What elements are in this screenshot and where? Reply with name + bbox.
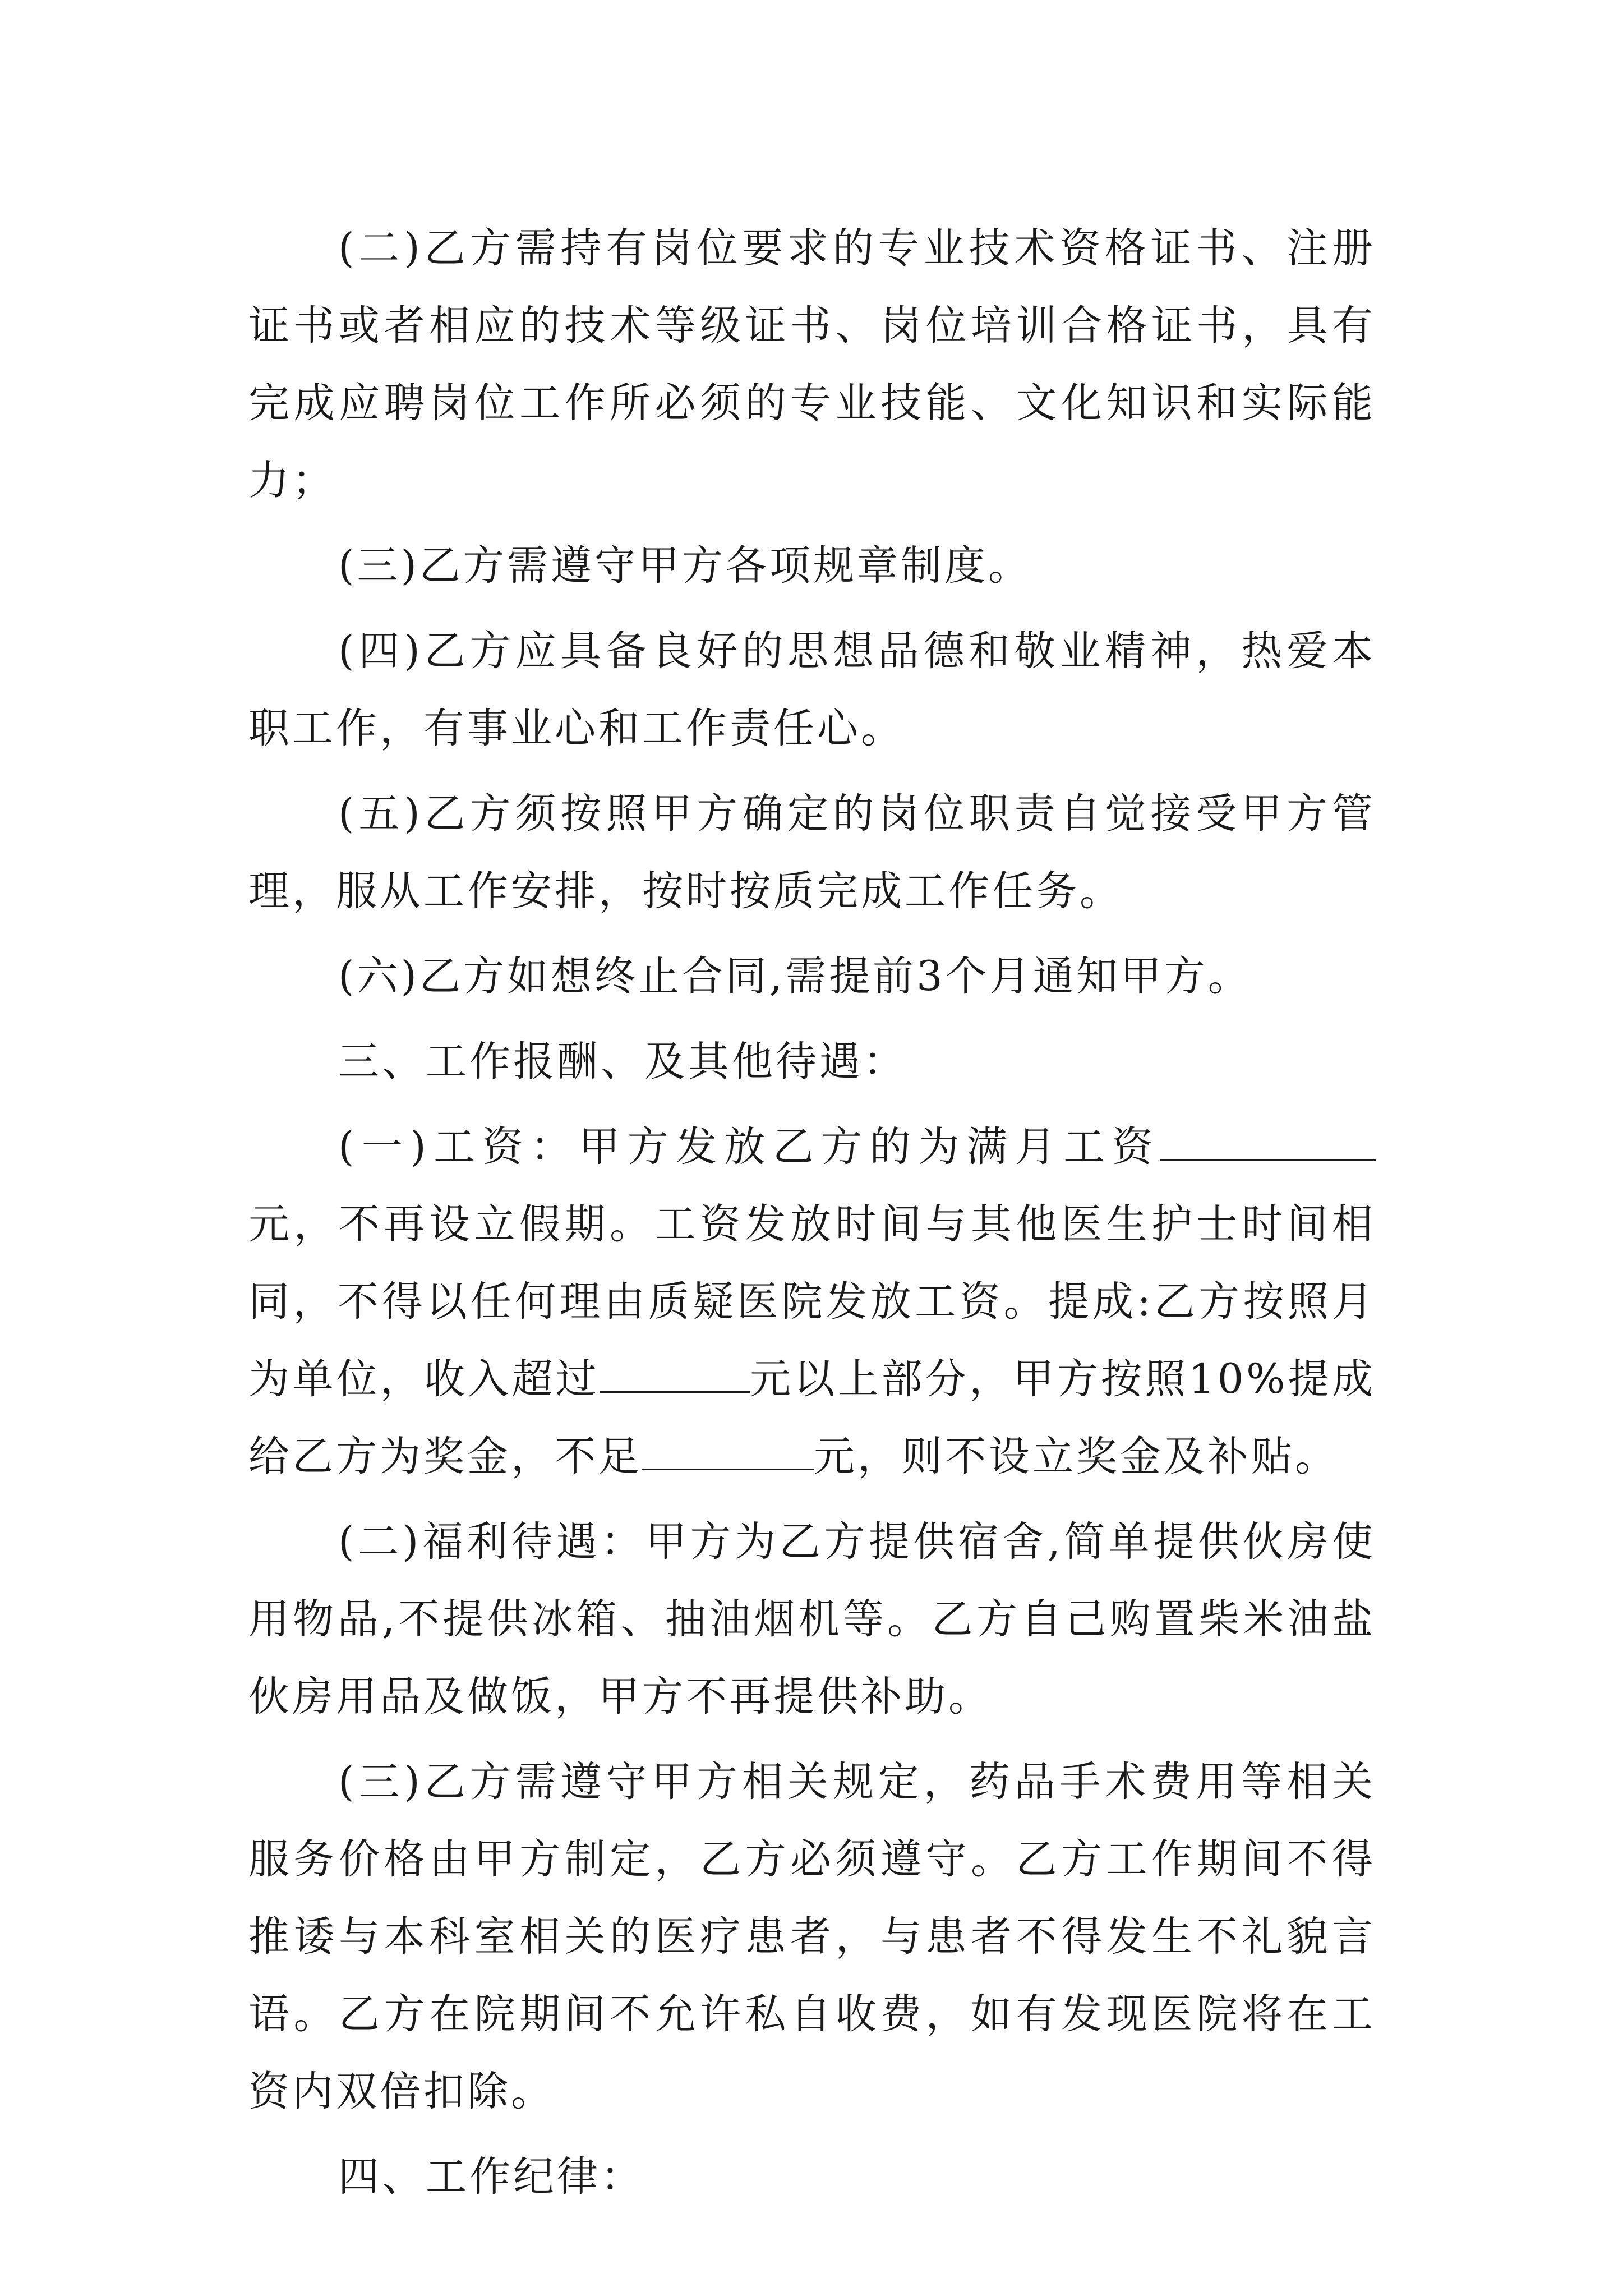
- bonus-minimum-blank: [642, 1433, 814, 1470]
- salary-text-1: (一)工资：甲方发放乙方的为满月工资: [338, 1123, 1160, 1171]
- paragraph-termination-notice: (六)乙方如想终止合同,需提前3个月通知甲方。: [338, 953, 1252, 1000]
- paragraph-qualifications: (二)乙方需持有岗位要求的专业技术资格证书、注册证书或者相应的技术等级证书、岗位培训合格证书，具有完成应聘岗位工作所必须的专业技能、文化知识和实际能力；: [248, 224, 1376, 504]
- paragraph-pricing-rules: (三)乙方需遵守甲方相关规定，药品手术费用等相关服务价格由甲方制定，乙方必须遵守。乙方工作期间不得推诿与本科室相关的医疗患者，与患者不得发生不礼貌言语。乙方在院期间不允许私自收费，如有发现医院将在工资内双倍扣除。: [248, 1758, 1376, 2115]
- paragraph-salary: [248, 1108, 1376, 1496]
- salary-text-3: 元以上部分，甲方按照10%提成给乙方为奖金，不足: [248, 1355, 1376, 1480]
- salary-text-4: 元，则不设立奖金及补贴。: [814, 1433, 1339, 1480]
- section-heading-compensation: 三、工作报酬、及其他待遇：: [338, 1038, 907, 1085]
- paragraph-ethics: (四)乙方应具备良好的思想品德和敬业精神，热爱本职工作，有事业心和工作责任心。: [248, 627, 1376, 752]
- document-body: [248, 210, 1376, 2224]
- salary-amount-blank: [1160, 1123, 1376, 1161]
- salary-text-2: 元，不再设立假期。工资发放时间与其他医生护士时间相同，不得以任何理由质疑医院发放工资。提成:乙方按照月为单位，收入超过: [248, 1200, 1376, 1403]
- commission-threshold-blank: [600, 1355, 750, 1393]
- paragraph-management: (五)乙方须按照甲方确定的岗位职责自觉接受甲方管理，服从工作安排，按时按质完成工作任务。: [248, 790, 1376, 915]
- paragraph-rules-compliance: (三)乙方需遵守甲方各项规章制度。: [338, 542, 1032, 590]
- section-heading-discipline: 四、工作纪律：: [338, 2153, 644, 2201]
- paragraph-welfare: (二)福利待遇：甲方为乙方提供宿舍,简单提供伙房使用物品,不提供冰箱、抽油烟机等。乙方自己购置柴米油盐伙房用品及做饭，甲方不再提供补助。: [248, 1518, 1376, 1720]
